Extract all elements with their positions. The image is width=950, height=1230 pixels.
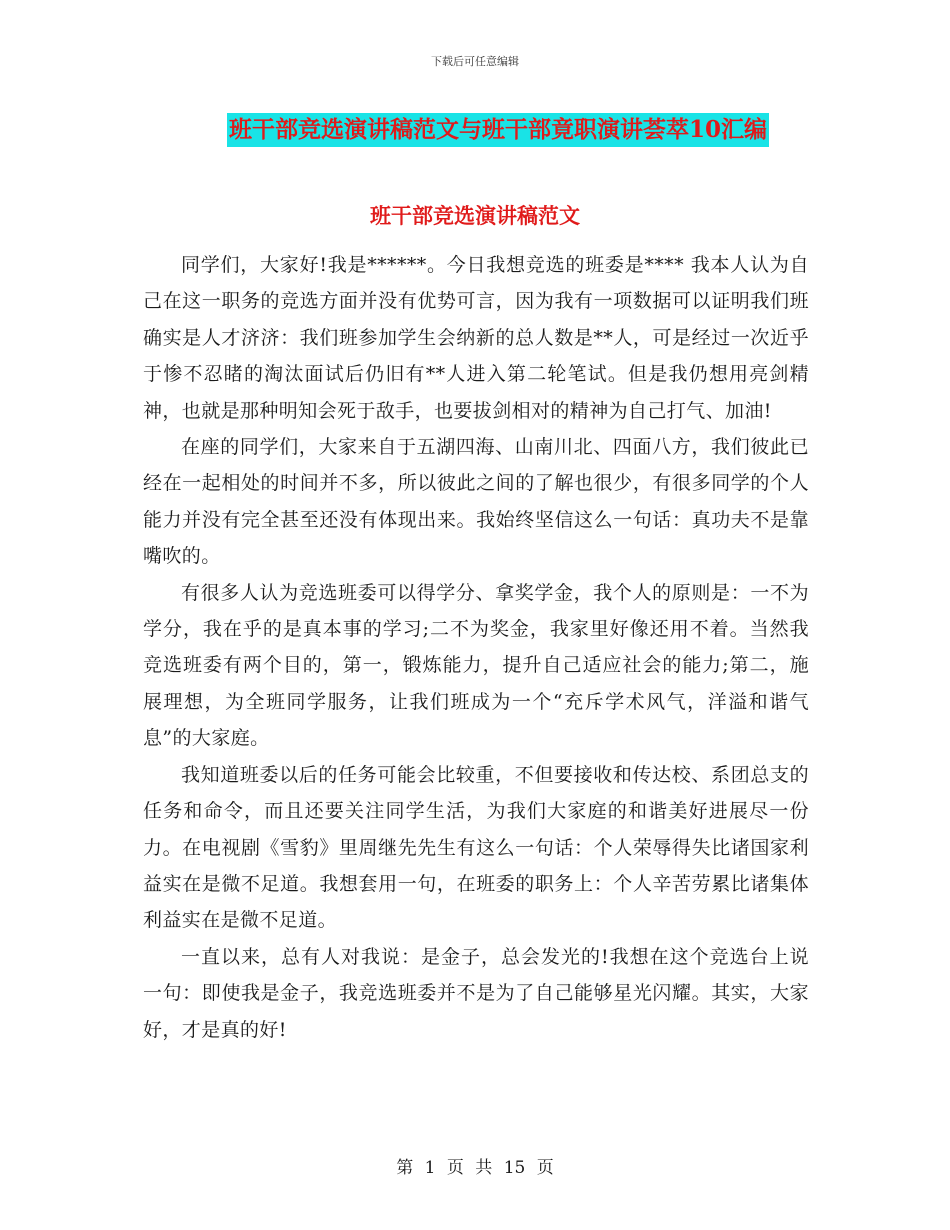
- header-note: 下载后可任意编辑: [431, 55, 519, 68]
- page-footer: 第 1 页 共 15 页: [396, 1158, 554, 1178]
- paragraph: 有很多人认为竞选班委可以得学分、拿奖学金，我个人的原则是：一不为学分，我在乎的是真本事的学习;二不为奖金，我家里好像还用不着。当然我竞选班委有两个目的，第一，锻炼能力，提升自己适应社会的能力;第二，施展理想，为全班同学服务，让我们班成为一个“充斥学术风气，洋溢和谐气息”的大家庭。: [143, 581, 809, 750]
- sub-title: 班干部竞选演讲稿范文: [370, 203, 580, 228]
- paragraph: 同学们，大家好!我是******。今日我想竞选的班委是**** 我本人认为自己在这一职务的竞选方面并没有优势可言，因为我有一项数据可以证明我们班确实是人才济济：我们班参加学生会纳新的总人数是**人，可是经过一次近乎于惨不忍睹的淘汰面试后仍旧有**人进入第二轮笔试。但是我仍想用亮剑精神，也就是那种明知会死于敌手，也要拔剑相对的精神为自己打气、加油!: [143, 254, 809, 422]
- main-title-wrap: [0, 113, 950, 147]
- main-title: 班干部竞选演讲稿范文与班干部竟职演讲荟萃10汇编: [227, 113, 769, 147]
- paragraph: 一直以来，总有人对我说：是金子，总会发光的!我想在这个竞选台上说一句：即使我是金子，我竞选班委并不是为了自己能够星光闪耀。其实，大家好，才是真的好!: [143, 945, 809, 1041]
- paragraph: 在座的同学们，大家来自于五湖四海、山南川北、四面八方，我们彼此已经在一起相处的时间并不多，所以彼此之间的了解也很少，有很多同学的个人能力并没有完全甚至还没有体现出来。我始终坚信这么一句话：真功夫不是靠嘴吹的。: [143, 436, 809, 568]
- paragraph: 我知道班委以后的任务可能会比较重，不但要接收和传达校、系团总支的任务和命令，而且还要关注同学生活，为我们大家庭的和谐美好进展尽一份力。在电视剧《雪豹》里周继先先生有这么一句话：个人荣辱得失比诸国家利益实在是微不足道。我想套用一句，在班委的职务上：个人辛苦劳累比诸集体利益实在是微不足道。: [143, 763, 809, 932]
- speech-body: [143, 247, 809, 1048]
